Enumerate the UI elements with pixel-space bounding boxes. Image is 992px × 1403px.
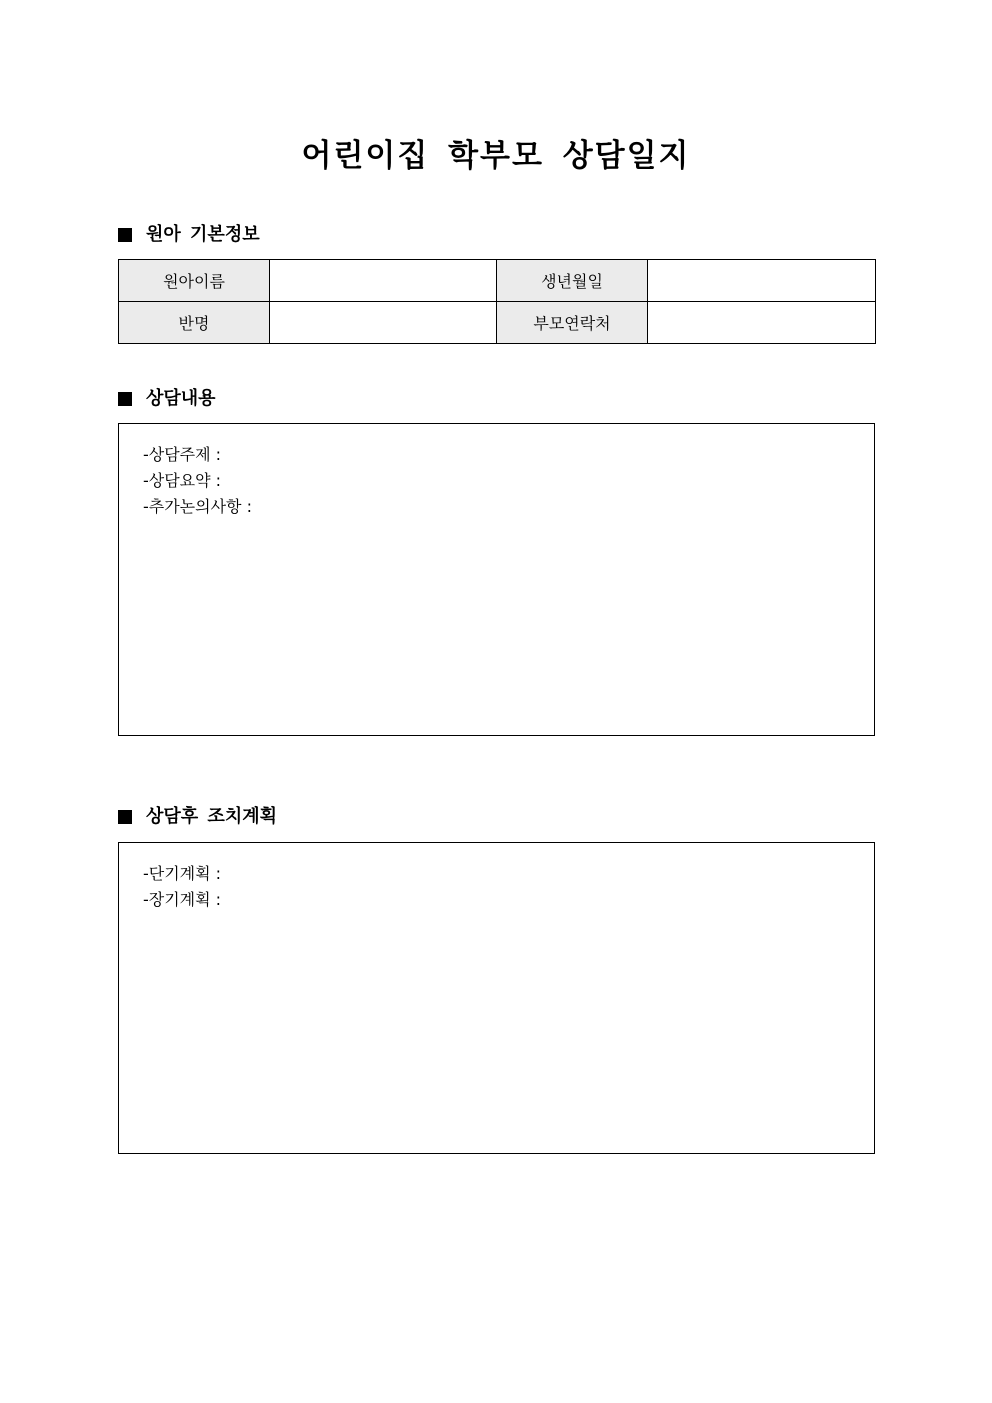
section-heading-consultation [118,387,216,411]
action-plan-box[interactable] [118,842,875,1154]
consultation-lines [143,442,252,520]
square-bullet-icon [118,810,132,824]
consultation-summary-line: -상담요약 : [143,471,222,490]
section-heading-label: 상담내용 [146,388,216,409]
long-term-plan-line: -장기계획 : [143,890,222,909]
action-plan-lines [143,861,221,913]
section-heading-basic-info [118,223,260,247]
parent-contact-field[interactable] [648,302,876,344]
square-bullet-icon [118,228,132,242]
label-class-name: 반명 [119,302,270,344]
label-child-name: 원아이름 [119,260,270,302]
consultation-content-box[interactable] [118,423,875,736]
class-name-field[interactable] [270,302,497,344]
section-heading-label: 상담후 조치계획 [146,806,277,827]
section-heading-label: 원아 기본정보 [146,224,260,245]
consultation-topic-line: -상담주제 : [143,445,222,464]
square-bullet-icon [118,392,132,406]
birth-date-field[interactable] [648,260,876,302]
table-row [119,260,876,302]
label-parent-contact: 부모연락처 [497,302,648,344]
page-title: 어린이집 학부모 상담일지 [301,138,691,174]
section-heading-action-plan [118,805,277,829]
short-term-plan-line: -단기계획 : [143,864,222,883]
additional-discussion-line: -추가논의사항 : [143,497,252,516]
basic-info-table [118,259,876,344]
table-row [119,302,876,344]
child-name-field[interactable] [270,260,497,302]
label-birth-date: 생년월일 [497,260,648,302]
